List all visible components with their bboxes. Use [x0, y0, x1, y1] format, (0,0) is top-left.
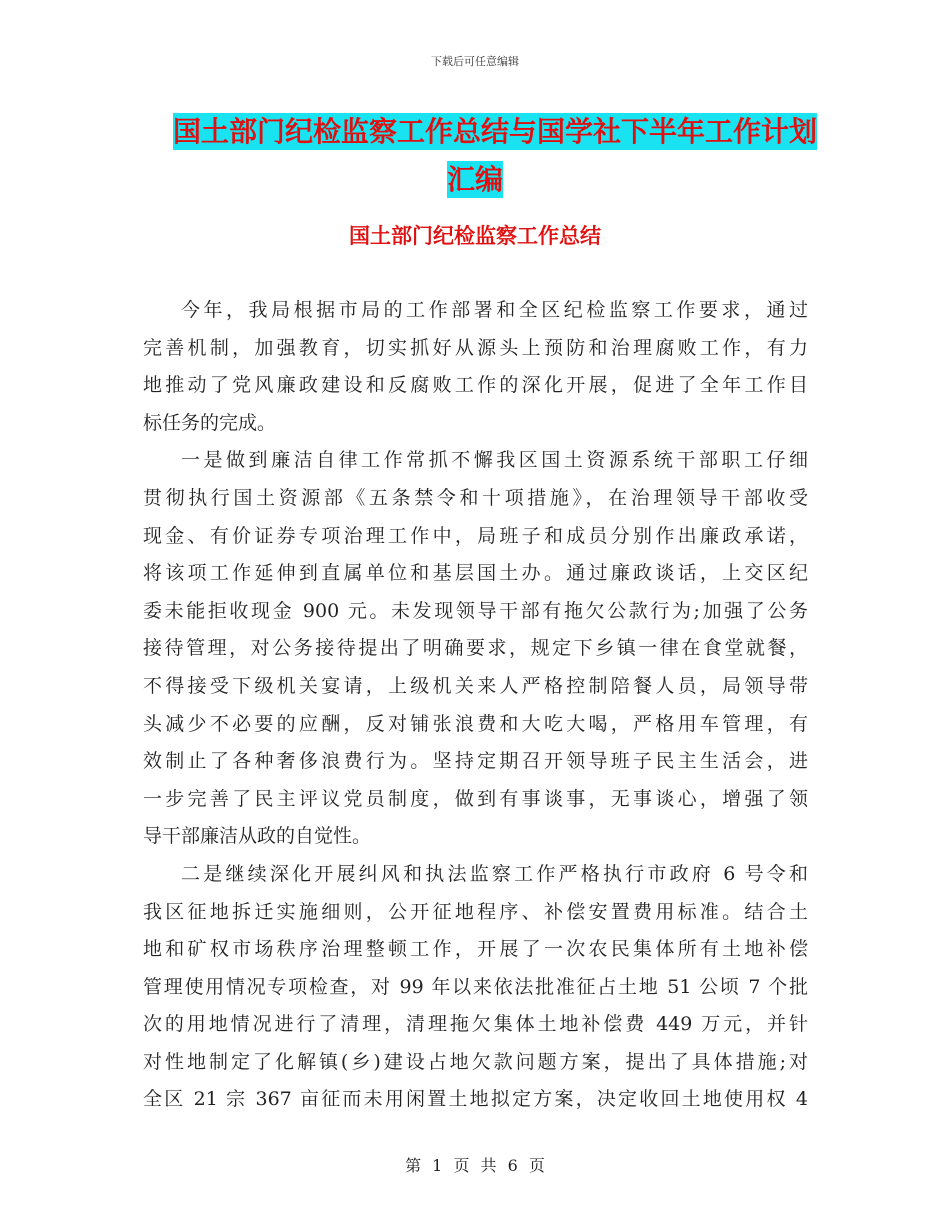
text-line: 效制止了各种奢侈浪费行为。坚持定期召开领导班子民主生活会，进 — [143, 750, 808, 773]
header-note: 下载后可任意编辑 — [431, 55, 519, 68]
document-title — [0, 108, 950, 204]
text-line: 管理使用情况专项检查，对 99 年以来依法批准征占土地 51 公顷 7 个批 — [143, 975, 808, 998]
text-line: 不得接受下级机关宴请，上级机关来人严格控制陪餐人员，局领导带 — [143, 674, 808, 697]
text-line: 头减少不必要的应酬，反对铺张浪费和大吃大喝，严格用车管理，有 — [143, 712, 808, 735]
document-body — [143, 292, 808, 1119]
text-line: 导干部廉洁从政的自觉性。 — [143, 825, 372, 848]
text-line: 地推动了党风廉政建设和反腐败工作的深化开展，促进了全年工作目 — [143, 374, 808, 397]
text-line: 地和矿权市场秩序治理整顿工作，开展了一次农民集体所有土地补偿 — [143, 938, 808, 961]
text-line: 一是做到廉洁自律工作常抓不懈我区国土资源系统干部职工仔细 — [181, 449, 808, 472]
paragraph-intro — [143, 292, 808, 442]
section-title: 国土部门纪检监察工作总结 — [349, 224, 601, 248]
text-line: 现金、有价证券专项治理工作中，局班子和成员分别作出廉政承诺， — [143, 524, 808, 547]
text-line: 我区征地拆迁实施细则，公开征地程序、补偿安置费用标准。结合土 — [143, 900, 808, 923]
text-line: 次的用地情况进行了清理，清理拖欠集体土地补偿费 449 万元，并针 — [143, 1013, 808, 1036]
text-line: 委未能拒收现金 900 元。未发现领导干部有拖欠公款行为;加强了公务 — [143, 599, 808, 622]
paragraph-one — [143, 442, 808, 856]
title-line-1: 国土部门纪检监察工作总结与国学社下半年工作计划 — [172, 115, 817, 148]
text-line: 对性地制定了化解镇(乡)建设占地欠款问题方案，提出了具体措施;对 — [143, 1050, 808, 1073]
text-line: 今年，我局根据市局的工作部署和全区纪检监察工作要求，通过 — [181, 299, 808, 321]
text-line: 完善机制，加强教育，切实抓好从源头上预防和治理腐败工作，有力 — [143, 336, 808, 359]
title-line-2: 汇编 — [446, 163, 503, 196]
text-line: 贯彻执行国土资源部《五条禁令和十项措施》，在治理领导干部收受 — [143, 486, 808, 509]
text-line: 一步完善了民主评议党员制度，做到有事谈事，无事谈心，增强了领 — [143, 787, 808, 810]
text-line: 接待管理，对公务接待提出了明确要求，规定下乡镇一律在食堂就餐， — [143, 637, 808, 660]
page-footer: 第 1 页 共 6 页 — [405, 1156, 545, 1175]
text-line: 标任务的完成。 — [143, 411, 277, 434]
text-line: 全区 21 宗 367 亩征而未用闲置土地拟定方案，决定收回土地使用权 4 — [143, 1088, 808, 1111]
text-line: 二是继续深化开展纠风和执法监察工作严格执行市政府 6 号令和 — [181, 862, 808, 885]
text-line: 将该项工作延伸到直属单位和基层国土办。通过廉政谈话，上交区纪 — [143, 562, 808, 585]
paragraph-two — [143, 856, 808, 1119]
